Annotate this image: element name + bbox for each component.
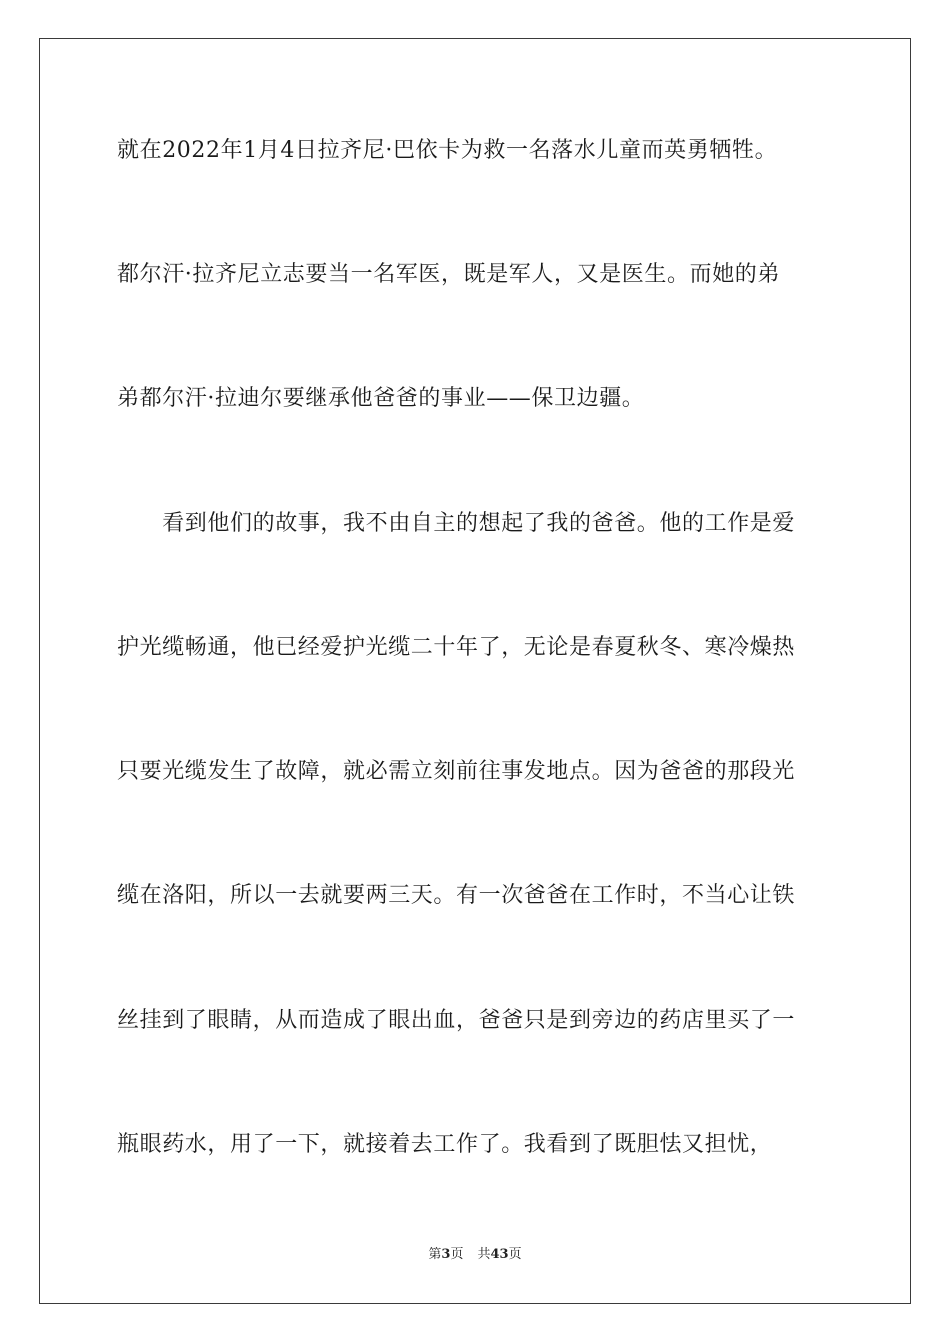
page-footer — [0, 1246, 950, 1264]
body-line-5: 护光缆畅通，他已经爱护光缆二十年了，无论是春夏秋冬、寒冷燥热 — [117, 635, 796, 660]
footer-page-suffix: 页 — [450, 1247, 464, 1262]
footer-total-suffix: 页 — [508, 1247, 522, 1262]
footer-page-number: 3 — [441, 1247, 451, 1262]
body-line-6: 只要光缆发生了故障，就必需立刻前往事发地点。因为爸爸的那段光 — [117, 759, 796, 784]
body-line-1: 就在2022年1月4日拉齐尼·巴依卡为救一名落水儿童而英勇牺牲。 — [117, 138, 778, 163]
body-line-7: 缆在洛阳，所以一去就要两三天。有一次爸爸在工作时，不当心让铁 — [117, 883, 796, 908]
body-line-2: 都尔汗·拉齐尼立志要当一名军医，既是军人，又是医生。而她的弟 — [117, 262, 780, 287]
footer-total-number: 43 — [490, 1247, 509, 1262]
body-line-8: 丝挂到了眼睛，从而造成了眼出血，爸爸只是到旁边的药店里买了一 — [117, 1008, 796, 1033]
footer-page-prefix: 第 — [428, 1247, 442, 1262]
body-line-9: 瓶眼药水，用了一下，就接着去工作了。我看到了既胆怯又担忧， — [117, 1132, 773, 1157]
page-border — [39, 38, 911, 1304]
footer-total-prefix: 共 — [477, 1247, 491, 1262]
body-line-3: 弟都尔汗·拉迪尔要继承他爸爸的事业——保卫边疆。 — [117, 386, 645, 411]
body-line-4: 看到他们的故事，我不由自主的想起了我的爸爸。他的工作是爱 — [117, 511, 796, 536]
